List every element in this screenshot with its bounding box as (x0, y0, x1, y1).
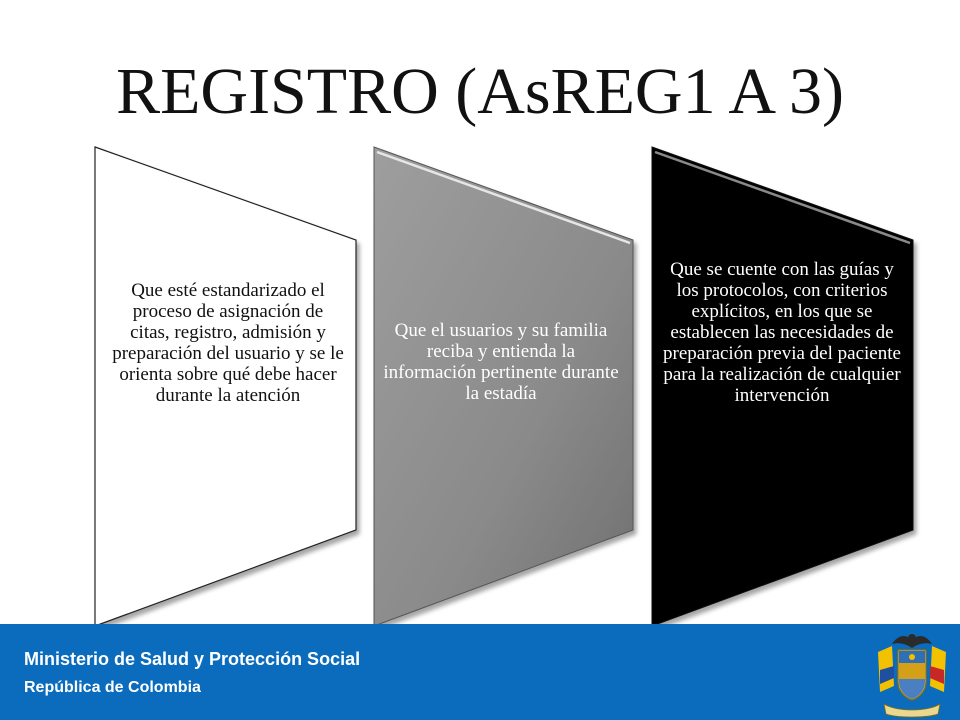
footer-bar (0, 624, 960, 720)
shape-1-text: Que esté estandarizado el proceso de asignación de citas, registro, admisión y preparación del usuario y se le orienta sobre qué debe hacer durante la atención (112, 280, 344, 406)
country-name: República de Colombia (24, 679, 201, 696)
slide-title: REGISTRO (AsREG1 A 3) (116, 55, 844, 128)
shape-3-text: Que se cuente con las guías y los protocolos, con criterios explícitos, en los que se establecen las necesidades de preparación previa del paciente para la realización de cualquier intervención (663, 259, 901, 406)
shape-2-text: Que el usuarios y su familia reciba y entienda la información pertinente durante la estadía (383, 320, 619, 404)
ministry-name: Ministerio de Salud y Protección Social (24, 649, 361, 669)
coat-of-arms-of-colombia-icon (872, 626, 952, 718)
